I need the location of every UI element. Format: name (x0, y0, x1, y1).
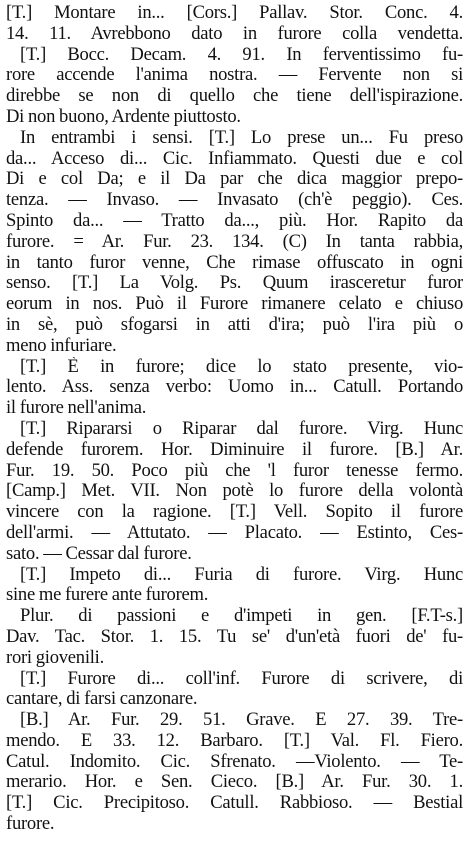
text-line: in sè, può sfogarsi in atti d'ira; può l'ira più o (6, 314, 463, 335)
text-line: meno infuriare. (6, 335, 117, 356)
text-line: Dav. Tac. Stor. 1. 15. Tu se' d'un'età fuori de' fu- (6, 626, 463, 647)
text-line: Di e col Da; e il Da par che dica maggior prepo- (6, 169, 463, 190)
text-line: cantare, di farsi canzonare. (6, 689, 198, 710)
text-line: furore. (6, 814, 55, 835)
text-line: Fur. 19. 50. Poco più che 'l furor tenesse fermo. (6, 460, 463, 481)
text-line: merario. Hor. e Sen. Cieco. [B.] Ar. Fur. 30. 1. (6, 772, 463, 793)
text-line: furore. = Ar. Fur. 23. 134. (C) In tanta rabbia, (6, 231, 463, 252)
text-line: [T.] Cic. Precipitoso. Catull. Rabbioso. — Bestial (6, 793, 463, 814)
text-line: eorum in nos. Può il Furore rimanere celato e chiuso (6, 294, 463, 315)
text-line: mendo. E 33. 12. Barbaro. [T.] Val. Fl. Fiero. (6, 730, 463, 751)
text-line: [T.] Bocc. Decam. 4. 91. In ferventissimo fu- (20, 44, 463, 65)
text-line: Di non buono, Ardente piuttosto. (6, 106, 241, 127)
text-line: lento. Ass. senza verbo: Uomo in... Catull. Portando (6, 377, 463, 398)
text-line: Catul. Indomito. Cic. Sfrenato. —Violento. — Te- (6, 751, 463, 772)
text-line: il furore nell'anima. (6, 398, 147, 419)
text-line: [T.] Montare in... [Cors.] Pallav. Stor. Conc. 4. (6, 3, 463, 23)
text-line: 14. 11. Avrebbono dato in furore colla vendetta. (6, 23, 463, 44)
text-line: defende furorem. Hor. Diminuire il furore. [B.] Ar. (6, 439, 463, 460)
text-line: Plur. di passioni e d'impeti in gen. [F.T-s.] (20, 606, 463, 627)
text-column (6, 3, 463, 835)
text-line: [B.] Ar. Fur. 29. 51. Grave. E 27. 39. Tre- (20, 710, 463, 731)
text-line: [T.] È in furore; dice lo stato presente, vio- (20, 356, 463, 377)
text-line: senso. [T.] La Volg. Ps. Quum irasceretur furor (6, 273, 463, 294)
text-line: [T.] Furore di... coll'inf. Furore di scrivere, di (20, 668, 463, 689)
text-line: tenza. — Invaso. — Invasato (ch'è peggio). Ces. (6, 190, 463, 211)
text-line: direbbe se non di quello che tiene dell'ispirazione. (6, 86, 463, 107)
text-line: dell'armi. — Attutato. — Placato. — Estinto, Ces- (6, 522, 463, 543)
text-line: [T.] Impeto di... Furia di furore. Virg. Hunc (20, 564, 463, 585)
text-line: da... Acceso di... Cic. Infiammato. Questi due e col (6, 148, 463, 169)
text-line: sine me furere ante furorem. (6, 585, 209, 606)
text-line: rori giovenili. (6, 647, 104, 668)
text-line: [Camp.] Met. VII. Non potè lo furore della volontà (6, 481, 463, 502)
text-line: vincere con la ragione. [T.] Vell. Sopito il furore (6, 502, 463, 523)
text-line: Spinto da... — Tratto da..., più. Hor. Rapito da (6, 210, 463, 231)
text-line: [T.] Ripararsi o Riparar dal furore. Virg. Hunc (20, 418, 463, 439)
text-line: in tanto furor venne, Che rimase offuscato in ogni (6, 252, 463, 273)
text-line: rore accende l'anima nostra. — Fervente non si (6, 65, 463, 86)
text-line: In entrambi i sensi. [T.] Lo prese un... Fu preso (20, 127, 463, 148)
text-line: sato. — Cessar dal furore. (6, 543, 192, 564)
